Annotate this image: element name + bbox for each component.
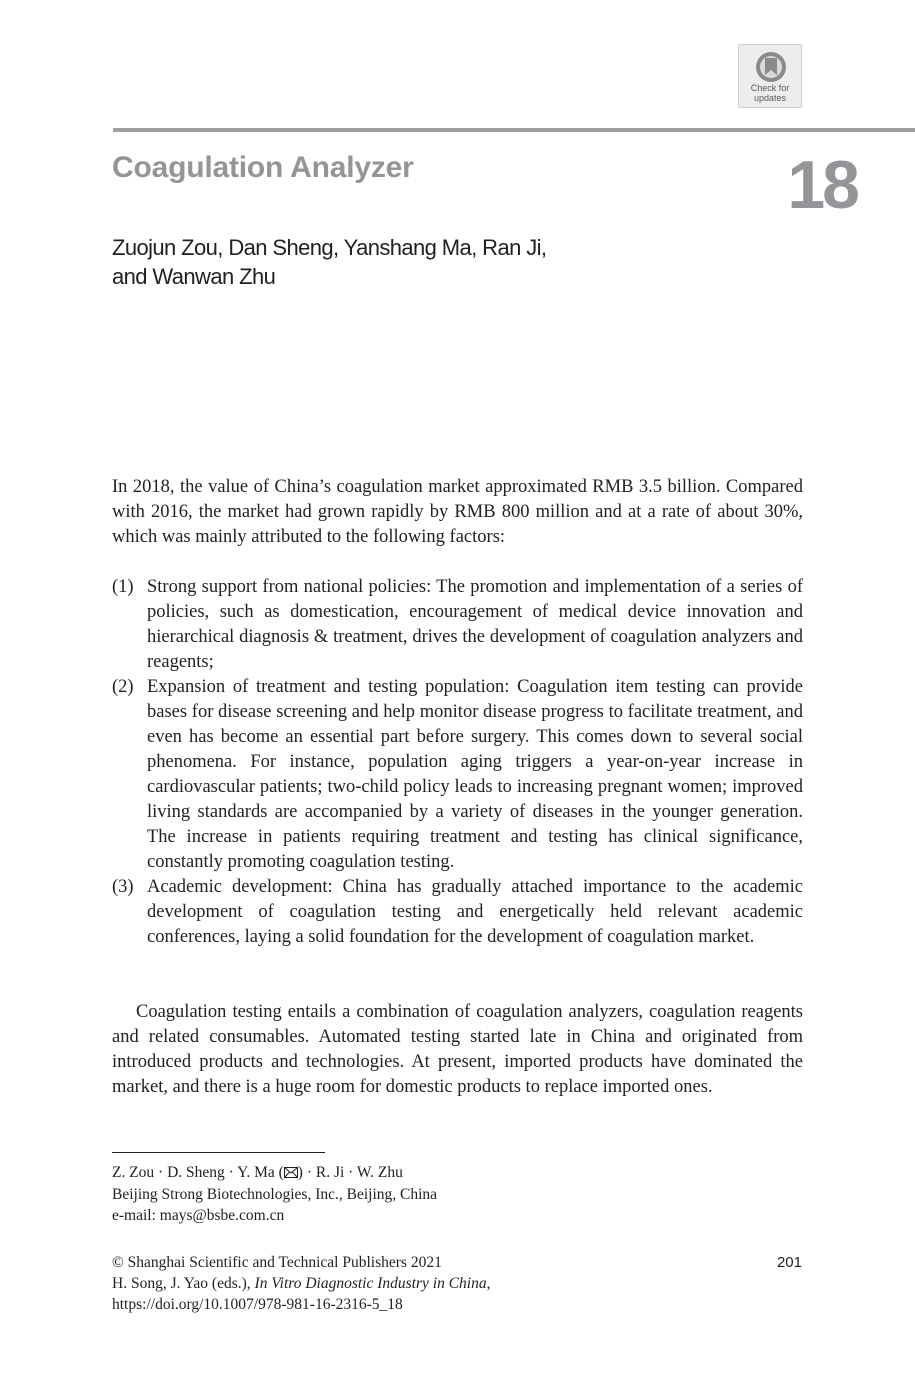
authors-line-2: and Wanwan Zhu — [112, 264, 276, 289]
book-citation — [112, 1273, 490, 1294]
intro-paragraph: In 2018, the value of China’s coagulation market approximated RMB 3.5 billion. Compared with 2016, the market had grown rapidly by RMB 800 million and at a rate of about 30%, which was mainly attributed to the following factors: — [112, 477, 803, 547]
footnote-authors-start: Z. Zou · D. Sheng · Y. Ma ( — [112, 1164, 284, 1181]
footnote-rule — [112, 1152, 325, 1153]
footnote-affiliation: Beijing Strong Biotechnologies, Inc., Beijing, China — [112, 1186, 438, 1203]
chapter-title: Coagulation Analyzer — [112, 151, 414, 184]
bookmark-icon — [753, 49, 789, 83]
body-paragraph: Coagulation testing entails a combination of coagulation analyzers, coagulation reagents and related consumables. Automated testing started late in China and originated from introduced products and technologies. At present, imported products have dominated the market, and there is a huge room for domestic products to replace imported ones. — [112, 1002, 803, 1097]
page-number: 201 — [776, 1254, 802, 1271]
book-editors: H. Song, J. Yao (eds.), — [112, 1275, 255, 1292]
badge-line-1: Check for — [750, 83, 790, 93]
list-item-text: Academic development: China has gradually attached importance to the academic development of coagulation testing and energetically held relevant academic conferences, laying a solid foundation for the development of coagulation market. — [147, 877, 803, 947]
chapter-authors — [112, 233, 546, 291]
publisher-info — [112, 1252, 490, 1315]
list-marker: (2) — [112, 677, 134, 697]
list-item — [112, 575, 803, 675]
list-marker: (1) — [112, 577, 134, 597]
list-item-text: Expansion of treatment and testing population: Coagulation item testing can provide bases for disease screening and help monitor disease progress to facilitate treatment, and even has become an essential part before surgery. This comes down to several social phenomena. For instance, population aging triggers a year-on-year increase in cardiovascular patients; two-child policy leads to increasing pregnant women; improved living standards are accompanied by a variety of diseases in the younger generation. The increase in patients requiring treatment and testing has clinical significance, constantly promoting coagulation testing. — [147, 677, 803, 872]
footnote-authors-end: ) · R. Ji · W. Zhu — [297, 1164, 403, 1181]
factor-list — [112, 575, 803, 950]
footnote-authors — [112, 1162, 437, 1184]
doi-link[interactable]: https://doi.org/10.1007/978-981-16-2316-5_18 — [112, 1296, 403, 1313]
header-rule — [113, 128, 915, 132]
chapter-number: 18 — [787, 147, 857, 223]
authors-line-1: Zuojun Zou, Dan Sheng, Yanshang Ma, Ran Ji, — [112, 235, 547, 260]
list-item — [112, 875, 803, 950]
check-for-updates-badge[interactable] — [738, 44, 802, 108]
book-title: In Vitro Diagnostic Industry in China — [254, 1275, 487, 1292]
envelope-icon[interactable] — [284, 1163, 298, 1184]
list-marker: (3) — [112, 877, 134, 897]
copyright-line: © Shanghai Scientific and Technical Publishers 2021 — [112, 1254, 442, 1271]
list-item — [112, 675, 803, 875]
badge-line-2: updates — [753, 92, 787, 103]
footnote-email[interactable]: e-mail: mays@bsbe.com.cn — [112, 1207, 285, 1224]
badge-text — [739, 84, 801, 103]
author-footnote — [112, 1162, 437, 1226]
list-item-text: Strong support from national policies: The promotion and implementation of a series of policies, such as domestication, encouragement of medical device innovation and hierarchical diagnosis & treatment, drives the development of coagulation analyzers and reagents; — [147, 577, 803, 672]
book-title-suffix: , — [486, 1275, 491, 1292]
